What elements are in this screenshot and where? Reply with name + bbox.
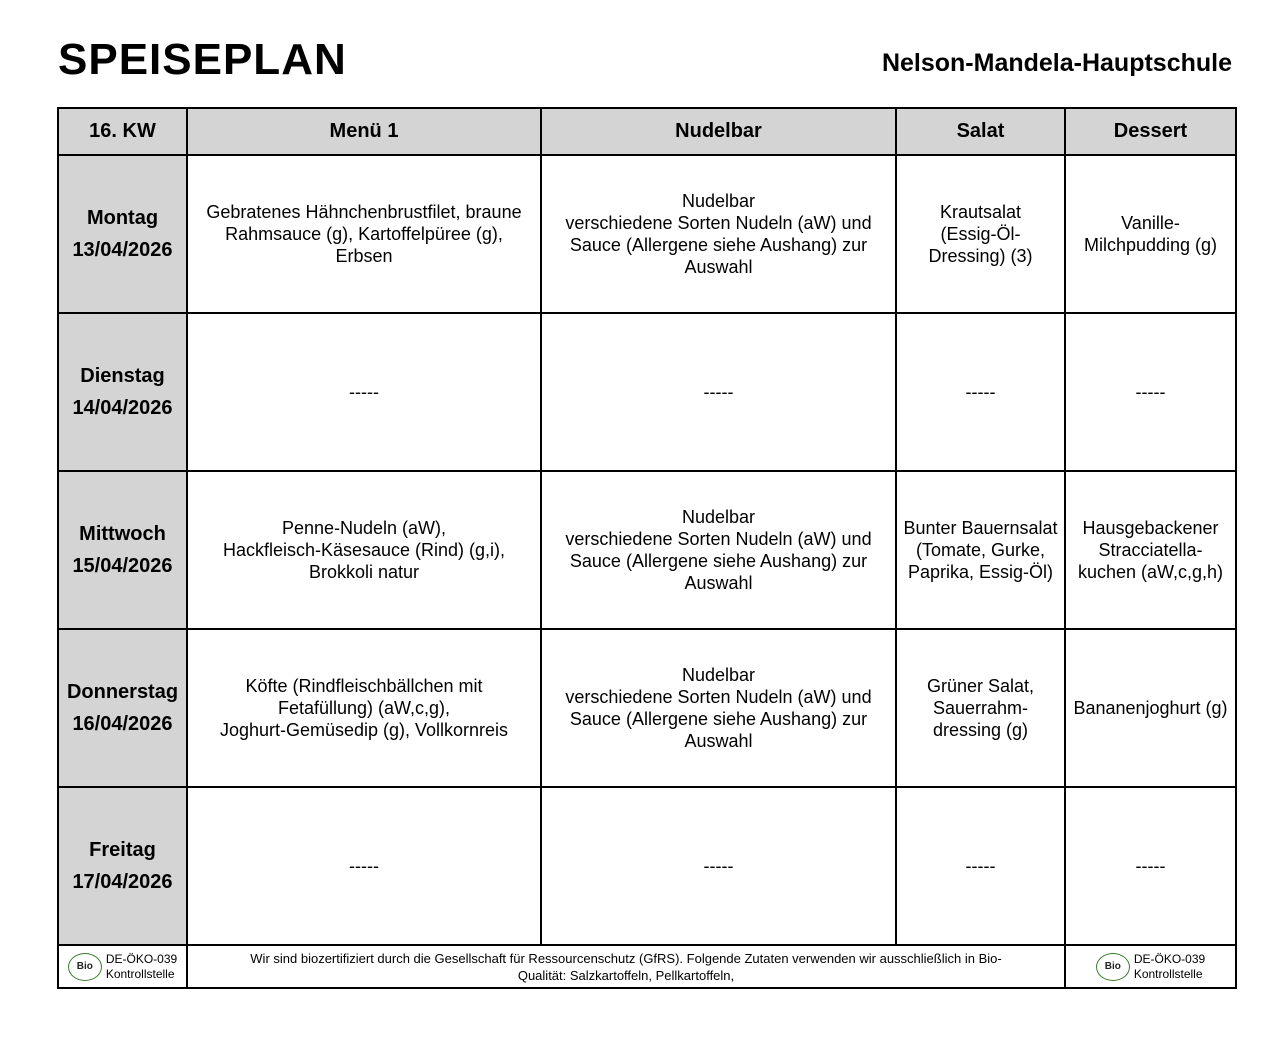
menu1-line: Rahmsauce (g), Kartoffelpüree (g), — [225, 223, 503, 244]
menu-table — [57, 107, 1237, 989]
nudelbar-line: verschiedene Sorten Nudeln (aW) und — [565, 687, 872, 708]
salat-line: (Essig-Öl- — [940, 223, 1021, 244]
menu1-line: ----- — [349, 856, 379, 877]
menu1-line: Hackfleisch-Käsesauce (Rind) (g,i), — [222, 540, 506, 561]
salat-cell — [896, 313, 1065, 471]
salat-cell — [896, 155, 1065, 313]
dessert-line: ----- — [1135, 381, 1166, 402]
dessert-cell — [1065, 313, 1236, 471]
column-header-dessert: Dessert — [1065, 108, 1236, 155]
bio-cert-right — [1065, 945, 1236, 988]
day-cell — [58, 313, 187, 471]
salat-cell — [896, 471, 1065, 629]
nudelbar-cell — [541, 629, 896, 787]
nudelbar-cell — [541, 787, 896, 945]
salat-line: Dressing) (3) — [928, 245, 1033, 266]
dessert-line: Stracciatella- — [1098, 540, 1203, 561]
day-date: 15/04/2026 — [72, 555, 173, 578]
bio-seal-icon: Bio — [1096, 953, 1130, 981]
day-cell — [58, 471, 187, 629]
nudelbar-line: ----- — [703, 856, 734, 877]
nudelbar-line: Nudelbar — [681, 665, 756, 686]
nudelbar-cell — [541, 313, 896, 471]
day-date: 17/04/2026 — [72, 871, 173, 894]
day-date: 13/04/2026 — [72, 238, 173, 261]
week-header: 16. KW — [58, 108, 187, 155]
salat-line: Paprika, Essig-Öl) — [907, 562, 1054, 583]
day-cell — [58, 629, 187, 787]
day-name: Mittwoch — [79, 523, 166, 546]
menu1-line: ----- — [349, 381, 379, 402]
dessert-line: Hausgebackener — [1082, 518, 1219, 539]
salat-cell — [896, 629, 1065, 787]
nudelbar-line: verschiedene Sorten Nudeln (aW) und — [565, 529, 872, 550]
column-header-menu1: Menü 1 — [187, 108, 541, 155]
page-title: SPEISEPLAN — [58, 35, 347, 84]
column-header-nudelbar: Nudelbar — [541, 108, 896, 155]
dessert-cell — [1065, 155, 1236, 313]
footer-row — [58, 945, 1236, 988]
bio-cert-left — [58, 945, 187, 988]
table-row — [58, 313, 1236, 471]
menu1-cell — [187, 629, 541, 787]
salat-line: dressing (g) — [932, 720, 1029, 741]
cert-label: Kontrollstelle — [105, 966, 175, 981]
nudelbar-line: Sauce (Allergene siehe Aushang) zur — [569, 709, 868, 730]
salat-line: Krautsalat — [939, 201, 1022, 222]
salat-line: ----- — [965, 856, 996, 877]
dessert-line: Milchpudding (g) — [1083, 234, 1218, 255]
nudelbar-line: Nudelbar — [681, 507, 756, 528]
dessert-cell — [1065, 787, 1236, 945]
day-name: Montag — [86, 206, 159, 229]
day-date: 14/04/2026 — [72, 396, 173, 419]
nudelbar-line: Auswahl — [684, 731, 753, 752]
dessert-line: ----- — [1135, 856, 1166, 877]
menu1-cell — [187, 155, 541, 313]
menu1-cell — [187, 787, 541, 945]
column-header-salat: Salat — [896, 108, 1065, 155]
nudelbar-line: Sauce (Allergene siehe Aushang) zur — [569, 551, 868, 572]
nudelbar-line: ----- — [703, 381, 734, 402]
dessert-line: Vanille- — [1121, 212, 1180, 233]
day-cell — [58, 155, 187, 313]
nudelbar-cell — [541, 471, 896, 629]
salat-line: (Tomate, Gurke, — [915, 540, 1046, 561]
nudelbar-cell — [541, 155, 896, 313]
menu1-line: Joghurt-Gemüsedip (g), Vollkornreis — [219, 720, 509, 741]
salat-line: Bunter Bauernsalat — [903, 518, 1058, 539]
table-row — [58, 787, 1236, 945]
nudelbar-line: verschiedene Sorten Nudeln (aW) und — [565, 212, 872, 233]
cert-code: DE-ÖKO-039 — [1133, 951, 1206, 966]
dessert-line: kuchen (aW,c,g,h) — [1077, 562, 1224, 583]
dessert-line: Bananenjoghurt (g) — [1073, 698, 1228, 719]
table-row — [58, 629, 1236, 787]
menu1-line: Erbsen — [335, 245, 393, 266]
menu1-line: Brokkoli natur — [308, 562, 420, 583]
nudelbar-line: Nudelbar — [681, 190, 756, 211]
day-date: 16/04/2026 — [72, 713, 173, 736]
day-cell — [58, 787, 187, 945]
menu1-line: Gebratenes Hähnchenbrustfilet, braune — [206, 201, 522, 222]
table-row — [58, 155, 1236, 313]
dessert-cell — [1065, 629, 1236, 787]
cert-label: Kontrollstelle — [1133, 966, 1203, 981]
nudelbar-line: Auswahl — [684, 573, 753, 594]
school-name: Nelson-Mandela-Hauptschule — [881, 49, 1232, 77]
table-row — [58, 471, 1236, 629]
menu1-line: Köfte (Rindfleischbällchen mit — [245, 676, 483, 697]
nudelbar-line: Sauce (Allergene siehe Aushang) zur — [569, 234, 868, 255]
cert-code: DE-ÖKO-039 — [105, 951, 178, 966]
bio-note-line: Qualität: Salzkartoffeln, Pellkartoffeln, — [517, 967, 735, 983]
day-name: Dienstag — [80, 364, 165, 387]
menu1-line: Penne-Nudeln (aW), — [281, 518, 447, 539]
menu1-cell — [187, 313, 541, 471]
menu-rows — [58, 155, 1236, 946]
salat-line: Sauerrahm- — [932, 698, 1029, 719]
salat-line: Grüner Salat, — [926, 676, 1035, 697]
menu1-line: Fetafüllung) (aW,c,g), — [277, 698, 451, 719]
day-name: Freitag — [89, 839, 156, 862]
menu1-cell — [187, 471, 541, 629]
bio-seal-icon: Bio — [68, 953, 102, 981]
day-name: Donnerstag — [66, 681, 179, 704]
dessert-cell — [1065, 471, 1236, 629]
nudelbar-line: Auswahl — [684, 256, 753, 277]
salat-cell — [896, 787, 1065, 945]
header-row — [58, 108, 1236, 155]
bio-note — [187, 945, 1065, 988]
salat-line: ----- — [965, 381, 996, 402]
bio-note-line: Wir sind biozertifiziert durch die Gesellschaft für Ressourcenschutz (GfRS). Folgende Zutaten verwenden wir ausschließlich in Bio- — [250, 950, 1002, 966]
